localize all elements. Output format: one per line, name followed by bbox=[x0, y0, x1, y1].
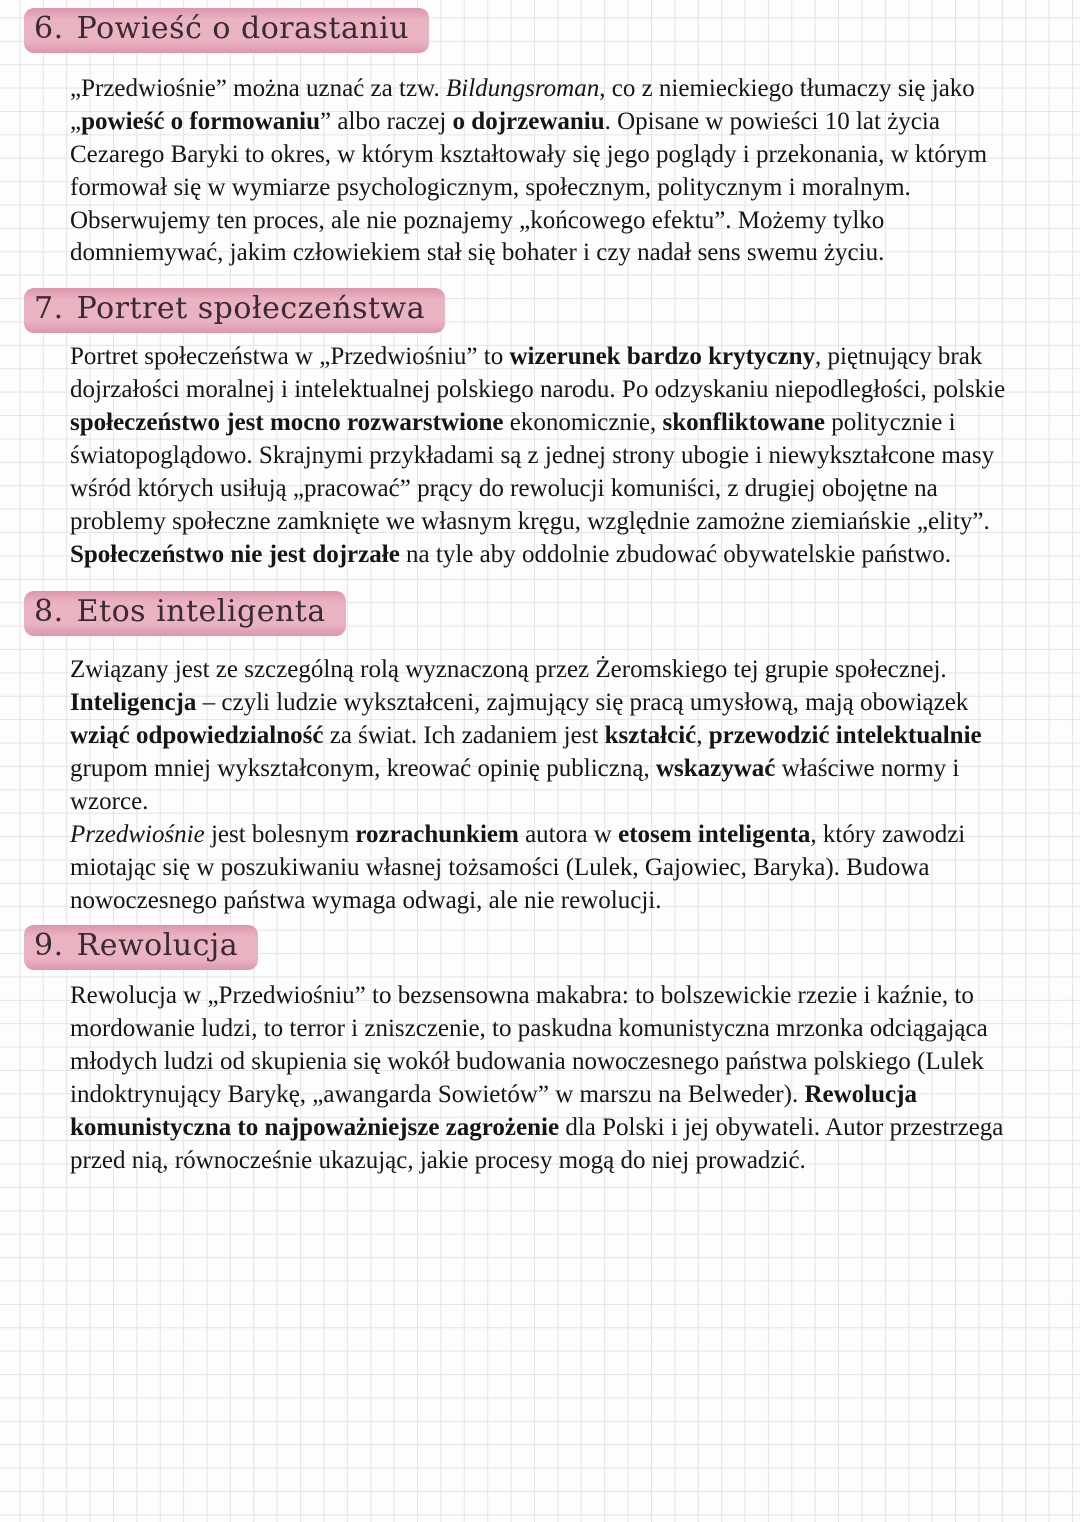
text-run: autora w bbox=[518, 820, 619, 848]
text-run-bold: etosem inteligenta bbox=[618, 820, 811, 848]
section-8-etos-inteligenta bbox=[0, 591, 1080, 917]
text-run: na tyle aby oddolnie zbudować obywatelskie państwo. bbox=[399, 540, 952, 568]
text-run-bold: wskazywać bbox=[655, 755, 776, 782]
text-run: Związany jest ze szczególną rolą wyznaczoną przez Żeromskiego tej grupie społecznej. bbox=[70, 656, 947, 684]
text-run: za świat. Ich zadaniem jest bbox=[323, 722, 605, 750]
section-paragraph bbox=[70, 73, 1028, 270]
text-run: właściwe normy i wzorce. bbox=[70, 755, 960, 815]
section-title: Powieść o dorastaniu bbox=[76, 11, 410, 46]
text-run: ” albo raczej bbox=[320, 107, 453, 135]
text-run: , co z niemieckiego tłumaczy się jako „ bbox=[70, 75, 975, 135]
section-number: 9. bbox=[34, 928, 64, 964]
text-run: Rewolucja w „Przedwiośniu” to bezsensowna makabra: to bolszewickie rzezie i kaźnie, to mordowanie ludzi, to terror i zniszczenie, to paskudna komunistyczna mrzonka odciągająca młodych ludzi od skupienia się wokół budowania nowoczesnego państwa polskiego (Lulek indoktrynujący Barykę, „awangarda Sowietów” w marszu na Belweder). bbox=[70, 982, 988, 1108]
text-run: grupom mniej wykształconym, kreować opinię publiczną, bbox=[70, 755, 656, 782]
heading-highlight bbox=[24, 591, 346, 636]
section-number: 8. bbox=[34, 594, 64, 630]
section-9-rewolucja bbox=[0, 925, 1080, 1177]
text-run: Portret społeczeństwa w „Przedwiośniu” to bbox=[70, 343, 510, 371]
section-title: Portret społeczeństwa bbox=[76, 291, 426, 327]
heading-highlight bbox=[24, 925, 258, 970]
text-run-bold: Społeczeństwo nie jest dojrzałe bbox=[70, 540, 400, 568]
section-number: 6. bbox=[34, 11, 64, 46]
text-run-bold: powieść o formowaniu bbox=[81, 107, 320, 135]
text-run: – czyli ludzie wykształceni, zajmujący się pracą umysłową, mają obowiązek bbox=[196, 689, 969, 717]
section-paragraph bbox=[70, 654, 1028, 917]
text-run: jest bolesnym bbox=[204, 820, 356, 848]
text-run-bold: wizerunek bardzo krytyczny bbox=[509, 343, 815, 371]
text-run: , który zawodzi miotając się w poszukiwaniu własnej tożsamości (Lulek, Gajowiec, Baryka). Budowa nowoczesnego państwa wymaga odwagi, ale nie rewolucji. bbox=[70, 820, 966, 914]
text-run-bold: o dojrzewaniu bbox=[452, 107, 605, 135]
section-title: Rewolucja bbox=[76, 928, 239, 964]
text-run-bold: Inteligencja bbox=[70, 689, 197, 717]
text-run-bold: rozrachunkiem bbox=[355, 820, 519, 848]
section-title: Etos inteligenta bbox=[76, 594, 326, 630]
section-heading bbox=[24, 8, 1080, 53]
text-run-bold: skonfliktowane bbox=[662, 409, 826, 436]
text-run: „Przedwiośnie” można uznać za tzw. bbox=[70, 75, 446, 102]
text-run: ekonomicznie, bbox=[503, 409, 663, 436]
text-run: dla Polski i jej obywateli. Autor przestrzega przed nią, równocześnie ukazując, jakie procesy mogą do niej prowadzić. bbox=[70, 1113, 1004, 1174]
text-run-bold: przewodzić intelektualnie bbox=[708, 722, 982, 750]
section-heading bbox=[24, 591, 1080, 636]
text-run-italic: Przedwiośnie bbox=[70, 820, 205, 848]
section-heading bbox=[24, 925, 1080, 970]
text-run: , piętnujący brak dojrzałości moralnej i intelektualnej polskiego narodu. Po odzyskaniu niepodległości, polskie bbox=[70, 343, 1006, 404]
section-7-portret-spoleczenstwa bbox=[0, 288, 1080, 571]
text-run-bold: wziąć odpowiedzialność bbox=[70, 722, 324, 750]
text-run-italic: Bildungsroman bbox=[445, 75, 600, 102]
text-run-bold: Rewolucja komunistyczna to najpoważniejsze zagrożenie bbox=[70, 1081, 917, 1141]
text-run-bold: kształcić bbox=[604, 722, 697, 750]
section-6-powiesc-o-dorastaniu bbox=[0, 8, 1080, 270]
section-paragraph bbox=[70, 341, 1028, 571]
section-number: 7. bbox=[34, 291, 64, 327]
text-run-bold: społeczeństwo jest mocno rozwarstwione bbox=[70, 409, 504, 436]
section-heading bbox=[24, 288, 1080, 333]
text-run: politycznie i światopoglądowo. Skrajnymi przykładami są z jednej strony ubogie i niewykształcone masy wśród których usiłują „pracować” prący do rewolucji komuniści, z drugiej obojętne na problemy społeczne zamknięte we własnym kręgu, względnie zamożne ziemiańskie „elity”. bbox=[70, 409, 995, 535]
heading-highlight bbox=[24, 8, 429, 53]
section-paragraph bbox=[70, 980, 1028, 1177]
text-run: , bbox=[696, 722, 709, 750]
heading-highlight bbox=[24, 288, 445, 333]
text-run: . Opisane w powieści 10 lat życia Cezarego Baryki to okres, w którym kształtowały się jego poglądy i przekonania, w którym formował się w wymiarze psychologicznym, społecznym, politycznym i moralnym. Obserwujemy ten proces, ale nie poznajemy „końcowego efektu”. Możemy tylko domniemywać, jakim człowiekiem stał się bohater i czy nadał sens swemu życiu. bbox=[70, 107, 988, 267]
